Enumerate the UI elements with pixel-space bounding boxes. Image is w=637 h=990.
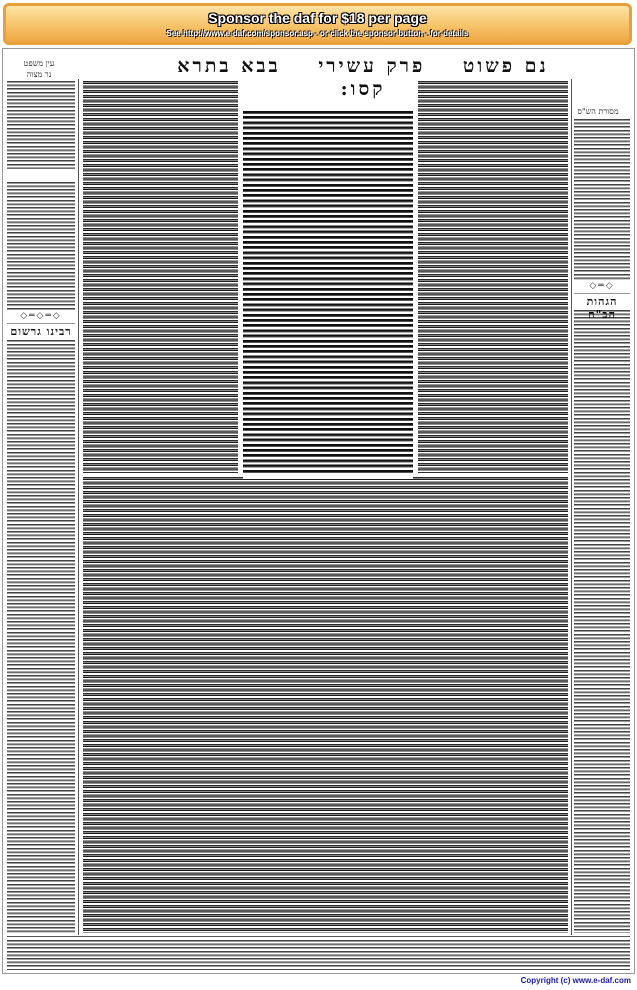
lower-commentary-block [83, 477, 568, 933]
running-head-tractate: בבא בתרא [177, 55, 281, 77]
masoret-hashas-column [574, 119, 630, 933]
tosafot-column [83, 81, 238, 473]
running-head-chapter: פרק עשירי [318, 55, 426, 77]
sponsor-title[interactable]: Sponsor the daf for $18 per page [208, 10, 427, 26]
ein-mishpat-label: עין משפט [23, 59, 55, 68]
rabbeinu-gershom-column [7, 81, 75, 933]
rashi-column [418, 81, 568, 473]
copyright-link[interactable]: Copyright (c) www.e-daf.com [520, 976, 631, 985]
left-ornament: ◇═◇═◇ [7, 311, 75, 323]
talmud-page [2, 48, 635, 974]
right-ornament: ◇═◇ [574, 281, 630, 293]
running-head-title: נם פשוט [462, 55, 549, 77]
footer [2, 976, 635, 988]
gemara-text-block [243, 111, 413, 473]
running-head-folio: קסו: [340, 78, 386, 100]
mesoret-hashas-label: מסורת הש"ס [577, 107, 619, 116]
rabbeinu-gershom-heading: רבינו גרשום [7, 325, 75, 339]
sponsor-banner[interactable] [3, 3, 632, 45]
hagahot-habach-heading: הגהות הב"ח [574, 295, 630, 309]
footnote-band [7, 940, 630, 970]
ner-mitzvah-label: נר מצוה [26, 70, 52, 79]
sponsor-subtitle[interactable]: See http://www.e-daf.com/sponsor.asp - or click the sponsor button - for details [166, 29, 469, 38]
